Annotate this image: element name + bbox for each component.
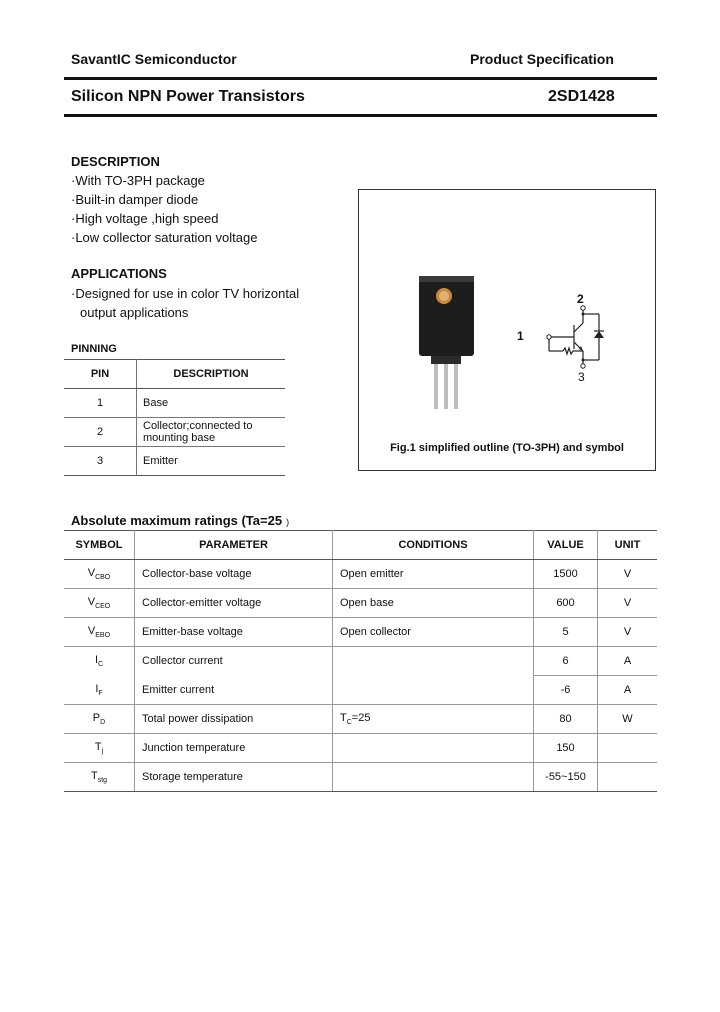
list-item: ·High voltage ,high speed <box>71 211 219 226</box>
table-row: $T_j$ Junction temperature 150 <box>64 734 657 763</box>
applications-list <box>71 284 299 322</box>
table-row: 3 Emitter <box>64 447 285 476</box>
pin-header: PIN <box>64 360 137 389</box>
doc-type: Product Specification <box>470 51 614 67</box>
table-row: $I_C$ Collector current 6 A <box>64 647 657 676</box>
list-item: ·Built-in damper diode <box>71 192 199 207</box>
pin-label-1: 1 <box>517 329 524 343</box>
figure-caption: Fig.1 simplified outline (TO-3PH) and symbol <box>390 442 624 454</box>
product-family: Silicon NPN Power Transistors <box>71 88 305 105</box>
list-item: ·Designed for use in color TV horizontal <box>71 286 300 301</box>
pinning-title: PINNING <box>71 343 117 355</box>
title-rule <box>64 114 657 117</box>
ratings-title: Absolute maximum ratings (Ta=25 ) <box>71 513 290 528</box>
to3ph-package-icon <box>411 276 481 411</box>
ratings-table: SYMBOL PARAMETER CONDITIONS VALUE UNIT $V_{CBO}$ Collector-base voltage Open emitter 1500 V $V_{CEO}$ Collector-emitter voltage Open base 600 V $V_{EBO}$ Emitter-base voltage Open collector 5 V $I_C$ Collector current 6 A $I_F$ Emitter current -6 A $P_D$ Total power dissipation $T_C=25$ 80 W $T_j$ Junction temperature 150 $T_{stg}$ Storage temperature -55~150 <box>64 530 657 792</box>
figure-box <box>358 189 656 471</box>
description-title: DESCRIPTION <box>71 154 160 169</box>
description-list <box>71 171 257 247</box>
header-rule <box>64 77 657 80</box>
list-item: ·Low collector saturation voltage <box>71 230 258 245</box>
pin-label-3: 3 <box>578 370 585 384</box>
table-row: $T_{stg}$ Storage temperature -55~150 <box>64 763 657 792</box>
table-row: 2 Collector;connected to mounting base <box>64 418 285 447</box>
table-row: $V_{EBO}$ Emitter-base voltage Open collector 5 V <box>64 618 657 647</box>
table-row: $P_D$ Total power dissipation $T_C=25$ 80 W <box>64 705 657 734</box>
pin-desc-header: DESCRIPTION <box>137 360 286 389</box>
company-name: SavantIC Semiconductor <box>71 51 237 67</box>
list-item: output applications <box>80 305 189 320</box>
table-row: $V_{CEO}$ Collector-emitter voltage Open base 600 V <box>64 589 657 618</box>
list-item: ·With TO-3PH package <box>71 173 205 188</box>
part-number: 2SD1428 <box>548 88 615 105</box>
table-row: $V_{CBO}$ Collector-base voltage Open emitter 1500 V <box>64 560 657 589</box>
applications-title: APPLICATIONS <box>71 266 167 281</box>
pinning-table <box>64 359 285 476</box>
pin-label-2: 2 <box>577 292 584 306</box>
table-row: 1 Base <box>64 389 285 418</box>
transistor-symbol-icon <box>511 290 611 380</box>
table-row: $I_F$ Emitter current -6 A <box>64 676 657 705</box>
